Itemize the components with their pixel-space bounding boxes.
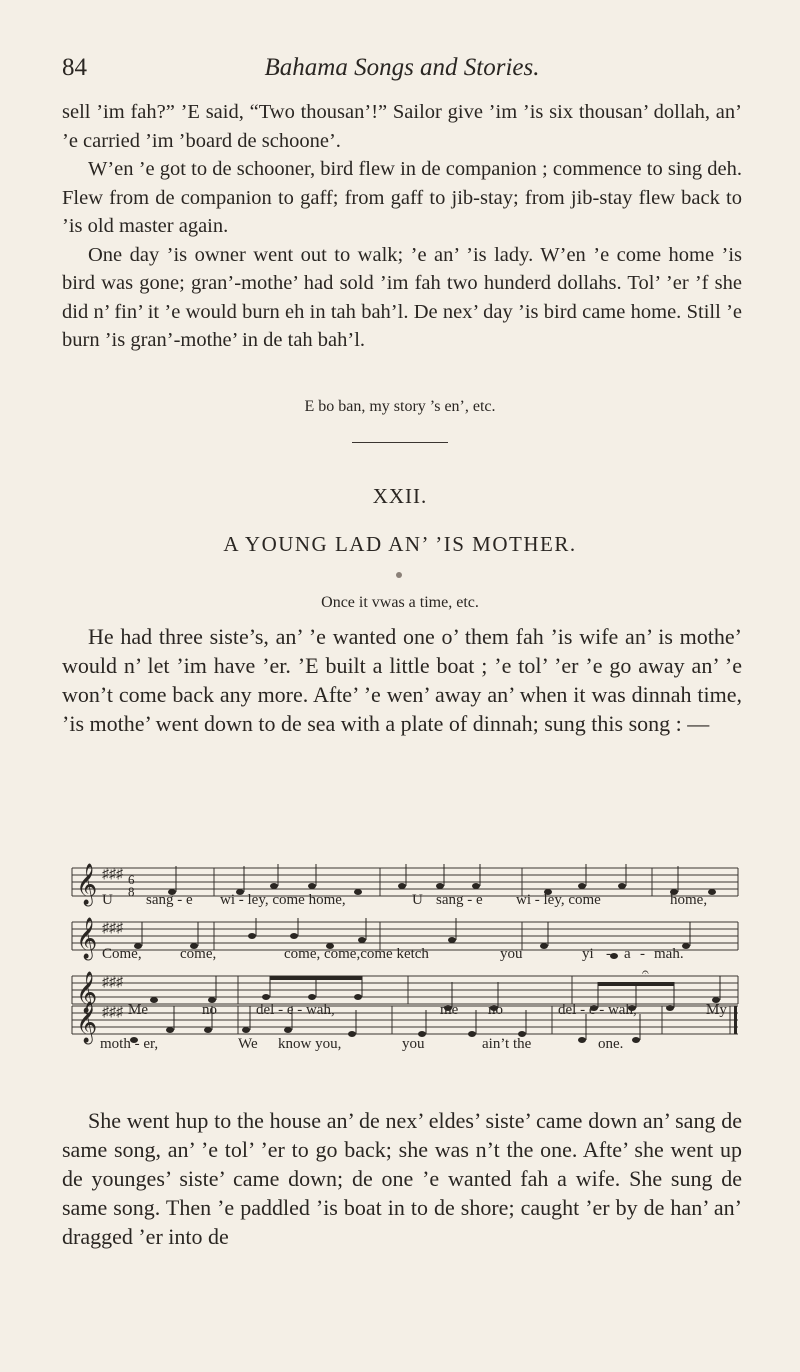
lyric: come, come,come ketch	[284, 946, 429, 962]
lyric: mah.	[654, 946, 684, 962]
music-staff-system-4	[62, 1000, 742, 1052]
treble-clef-icon: 𝄞	[76, 864, 98, 904]
music-staff-system-2	[62, 916, 742, 968]
treble-clef-icon: 𝄞	[76, 918, 98, 958]
lyric: wi - ley, come	[516, 892, 601, 908]
key-signature: ♯♯♯	[102, 867, 123, 882]
section-divider	[352, 442, 448, 443]
key-signature: ♯♯♯	[102, 1005, 123, 1020]
section-title: A YOUNG LAD AN’ ’IS MOTHER.	[223, 532, 577, 556]
lyric: ain’t the	[482, 1036, 532, 1052]
lyric: We	[238, 1036, 258, 1052]
page-number: 84	[62, 54, 87, 81]
lyric: no	[488, 1002, 503, 1018]
paragraph: sell ’im fah?” ’E said, “Two thousan’!” Sailor give ’im ’is six thousan’ dollah, an’ ’e carried ’im ’board de schoone’.	[62, 101, 742, 152]
paragraph: He had three siste’s, an’ ’e wanted one o’ them fah ’is wife an’ is mothe’ would n’ let ’im have ’er. ’E built a little boat ; ’e tol’ ’er ’e go away an’ ’e won’t come back any more. Afte’ ’e wen’ away an’ when it was dinnah time, ’is mothe’ went down to de sea with a plate of dinnah; sung this song : —	[62, 624, 742, 736]
lyric: U	[102, 892, 113, 908]
lyric: you	[500, 946, 523, 962]
paragraph: One day ’is owner went out to walk; ’e an’ ’is lady. W’en ’e come home ’is bird was gone; gran’-mothe’ had sold ’im fah two hunderd dollahs. Tol’ ’er ’f she did n’ fin’ it ’e would burn eh in tah bah’l. De nex’ day ’is bird came home. Still ’e burn ’is gran’-mothe’ in de tah bah’l.	[62, 243, 742, 351]
lyric: del - e - wah,	[558, 1002, 637, 1018]
treble-clef-icon: 𝄞	[76, 972, 98, 1012]
paragraph: W’en ’e got to de schooner, bird flew in de companion ; commence to sing deh. Flew from de companion to gaff; from gaff to jib-stay; from jib-stay flew back to ’is old master again.	[62, 158, 742, 237]
svg-text:8: 8	[128, 884, 135, 899]
paragraph: She went hup to the house an’ de nex’ eldes’ siste’ came down an’ sang de same song, an’ ’e tol’ ’er to go back; she was n’t the one. Afte’ she went up de younges’ siste’ came down; de one ’e wanted fah a wife. She sung de same song. Then ’e paddled ’is boat in to de shore; caught ’er by de han’ an’ dragged ’er into de	[62, 1108, 742, 1249]
lyric: me	[440, 1002, 459, 1018]
running-title: Bahama Songs and Stories.	[264, 54, 540, 81]
story-refrain: E bo ban, my story ’s en’, etc.	[304, 398, 496, 415]
lyric: a	[624, 946, 631, 962]
lyric: sang - e	[146, 892, 193, 908]
story-text-bottom	[62, 1106, 742, 1251]
lyric: yi	[582, 946, 594, 962]
section-number: XXII.	[372, 484, 428, 508]
key-signature: ♯♯♯	[102, 975, 123, 990]
lyric: Come,	[102, 946, 142, 962]
lyric: sang - e	[436, 892, 483, 908]
lyric: -	[606, 946, 611, 962]
lyric: one.	[598, 1036, 624, 1052]
page-header	[62, 54, 742, 94]
lyric: del - e - wah,	[256, 1002, 335, 1018]
fermata-icon: 𝄐	[642, 970, 649, 979]
story-opening: Once it vwas a time, etc.	[321, 594, 479, 611]
lyric: know you,	[278, 1036, 342, 1052]
lyric: home,	[670, 892, 708, 908]
lyric: -	[640, 946, 645, 962]
story-text-top	[62, 98, 742, 355]
lyric: moth - er,	[100, 1036, 159, 1052]
lyric: My	[706, 1002, 727, 1018]
lyric: come,	[180, 946, 217, 962]
lyric: you	[402, 1036, 425, 1052]
lyric: no	[202, 1002, 217, 1018]
time-signature: 6	[128, 872, 135, 887]
ornament-dot	[396, 572, 402, 578]
story-text-middle	[62, 622, 742, 738]
key-signature: ♯♯♯	[102, 921, 123, 936]
treble-clef-icon: 𝄞	[76, 1002, 98, 1042]
lyric: Me	[128, 1002, 148, 1018]
lyric: U	[412, 892, 423, 908]
lyric: wi - ley, come home,	[220, 892, 346, 908]
